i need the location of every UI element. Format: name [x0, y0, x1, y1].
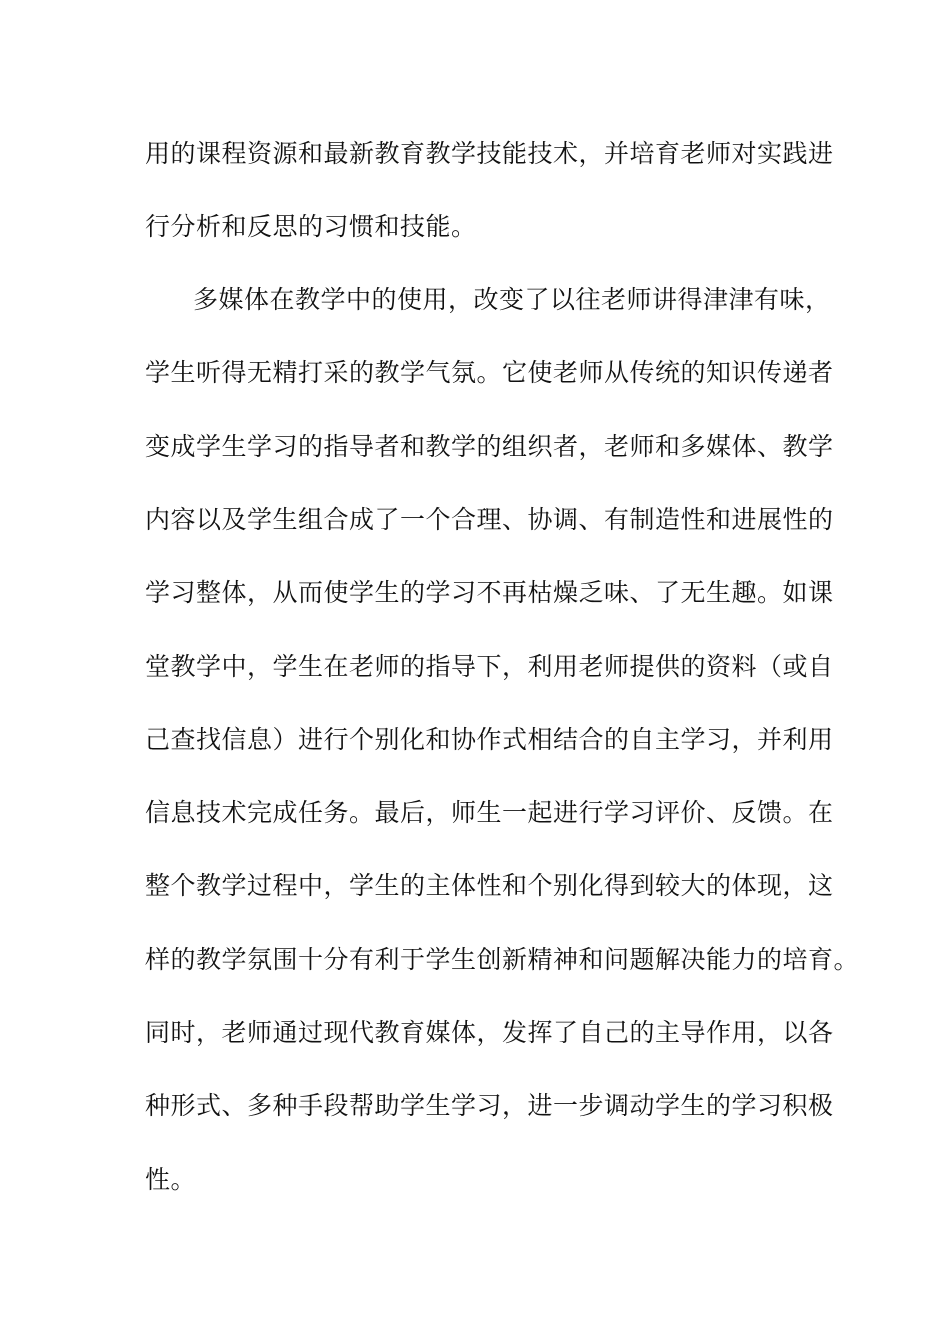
text-line: 性。	[145, 1165, 197, 1194]
text-line: 学习整体，从而使学生的学习不再枯燥乏味、了无生趣。如课	[145, 578, 834, 607]
text-line: 同时，老师通过现代教育媒体，发挥了自己的主导作用，以各	[145, 1018, 834, 1047]
text-line: 整个教学过程中，学生的主体性和个别化得到较大的体现，这	[145, 871, 834, 900]
text-line: 行分析和反思的习惯和技能。	[145, 212, 477, 241]
text-line: 用的课程资源和最新教育教学技能技术，并培育老师对实践进	[145, 139, 834, 168]
text-line: 己查找信息）进行个别化和协作式相结合的自主学习，并利用	[145, 725, 834, 754]
text-line: 信息技术完成任务。最后，师生一起进行学习评价、反馈。在	[145, 798, 834, 827]
text-line: 种形式、多种手段帮助学生学习，进一步调动学生的学习积极	[145, 1091, 834, 1120]
text-line: 变成学生学习的指导者和教学的组织者，老师和多媒体、教学	[145, 432, 834, 461]
text-line: 堂教学中，学生在老师的指导下，利用老师提供的资料（或自	[145, 652, 834, 681]
text-line: 学生听得无精打采的教学气氛。它使老师从传统的知识传递者	[145, 358, 834, 387]
text-line: 内容以及学生组合成了一个合理、协调、有制造性和进展性的	[145, 505, 834, 534]
paragraph-first-line: 多媒体在教学中的使用，改变了以往老师讲得津津有味，	[193, 285, 831, 314]
text-line: 样的教学氛围十分有利于学生创新精神和问题解决能力的培育。	[145, 945, 860, 974]
